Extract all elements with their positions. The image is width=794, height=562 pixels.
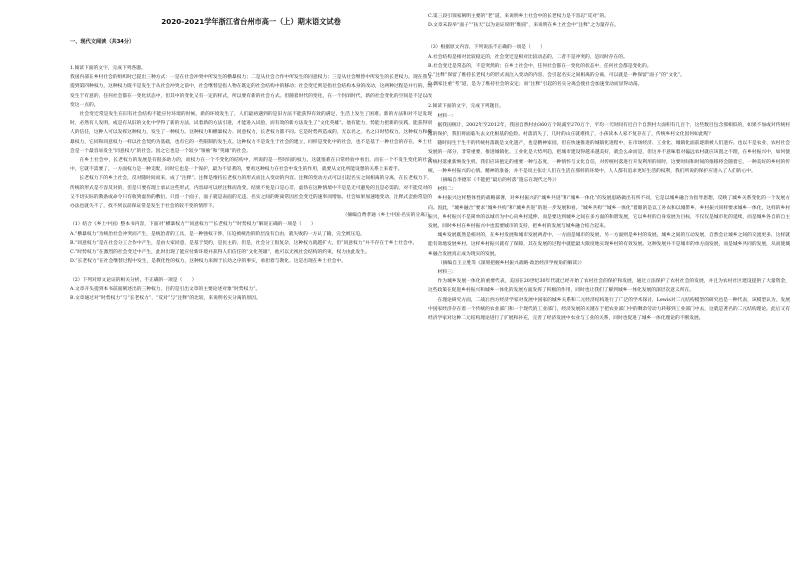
right-column-body bbox=[428, 12, 790, 323]
right-paragraph: 据我国统计，2002年至2012年，我国自然村由360万个锐减至270万个，平均一天时间有近百个自然村大面积有几百个，这些数目包含那相似的，如果不加或对传统村落的保护，我们将面临失去文化根基的危险。村落消失了，几时的山庄就难找了，小孩读本人家不复存在了，传统乡村文化因何如此呢？ bbox=[428, 122, 790, 138]
right-paragraph: 材料三： bbox=[437, 270, 457, 276]
left-paragraph: （摘编自费孝通《乡土中国·名实的分离》） bbox=[342, 213, 432, 219]
right-paragraph: （摘编自王立胜等《深刻把握乡村振兴战略·政治经济学视角的解读》） bbox=[438, 260, 585, 266]
right-paragraph: C.“注释”保留了维持长老权力的形式而注入变动的内容，会引起名实之间相离的分离，可以就是一种保留“面子”的“文化”。 bbox=[428, 73, 686, 79]
right-paragraph: A.社会结构是相对比较稳定的，社会变迁是相对比较动态的，二者不是冲突的，是同时存在的。 bbox=[428, 54, 628, 60]
right-paragraph: 材料一： bbox=[437, 113, 457, 119]
left-paragraph: （2）下列对原文论证的相关分析，不正确的一项是（ ） bbox=[70, 277, 197, 283]
left-paragraph: 我国内部在乡村社会的组织时已提出三种方式：一是在社会冲突中所发生的横暴权力；二是从社会合作中所发生的同意权力；三是从社会继替中所发生的长老权力。现在我又提到第四种权力，这种权力既不是发生于从社会冲突之前中，社会继替是指人物在既定的社会结构中的移动；社会变迁则是指社会结构本身的改动，这两种过程是并行的。而发生于有意的，任何社会都在一变化状态中，但其中的变化又有一定的样式，所以要有新的社会方式。但随着时代的变化，在一个封闭时代，新的社会变化的空间是不足以改变这一点的。 bbox=[70, 75, 432, 108]
left-column-body bbox=[70, 64, 432, 303]
left-paragraph: A.文章开头提到本书前面阐述出的三种权力，目的是引出文章的主要论述对象“时势权力”。 bbox=[70, 286, 261, 292]
right-spacer bbox=[428, 30, 790, 43]
right-paragraph: 2.阅读下面的文字，完成下列题目。 bbox=[428, 104, 504, 110]
right-column bbox=[428, 12, 790, 552]
right-paragraph: 随时间生于生不的传统村落既是文化遗产，也是精神家园，但在快速推进的城镇化进程中，在市场经济、工业化、城镇化面前逐渐被人们遗弃。也以不是农业、农村社会发展的一部分，非常重要，推进城镇化、工业化是大势所趋，把城市建设得越来越美好，就会么命而是、但这并不意味着对偏远农村就应该置之不理，在乡村振兴中，如何使传统村落重新焕发生机，我们应该抱定的重要一种与态度，一种情怀与文化自信，对传统村落进行开发利用的同时，这要时间和时间的推移将会随着它，一种美好的乡村的传统，一种乡村振兴的心情。精神的准备，并不是说主张让人们在生活在那样的环境中，人人都有追求更好生活的权利，我们所说的保护应进入了人们的心中。 bbox=[428, 141, 790, 174]
left-paragraph: D.“长老权力”在社会继替过程中发生，是教化性的权力，这种权力来源于长幼之序的事实，承担着与教化、这是出现在乡土社会中。 bbox=[70, 259, 347, 265]
right-spacer bbox=[428, 89, 790, 102]
left-paragraph: 1.阅读下面的文字，完成下列各题。 bbox=[70, 66, 146, 71]
section-heading: 一、现代文阅读（共34分） bbox=[70, 39, 135, 45]
right-paragraph: 城乡发展既然是相对的，在乡村发展和城市发展两者中，一方面是城市的发展，另一方面则是乡村的发展。城乡之间的互动发展，自然会让城乡之间的交流更多，这样就能有效地发展乡村，这样乡村振兴就有了保障，其在发展的过程中就能最大限度地实现乡村的有效发展。这种发展并不是城市的单方面发展，而是城乡共同的发展，从而使城乡融合发展真正成为现实的发展。 bbox=[428, 233, 790, 257]
right-paragraph: 作为城乡发展一体化的重要代表，美国在20世纪30年代就已经开始了农村社会的保护和发展，通过立法保护了农村社会的发展，并且为农村社区建设提供了大量资金，这些政策在促进乡村振兴和城乡一体化的发展方面发挥了积极的作用，同时也让我们了解到城乡一体化发展的深层次意义所在。 bbox=[428, 279, 790, 294]
right-paragraph: （3）根据原文内容，下列说法不正确的一项是（ ） bbox=[428, 45, 546, 51]
right-paragraph: 在理论研究方面，二战后西方经济学家对发展中国家的城乡关系和二元经济结构进行了广泛的学术探讨，Lewis对二元结构模型的研究也是一种代表，该模型认为，发展中国家经济存在着一个传统的农业部门和一个现代的工业部门，经济发展的关键在于把农业部门中的剩余劳动力转移到工业部门中去，这就是著名的二元结构理论。此后又有经济学家对这种二元结构理论进行了扩展和补充，完善了经济发展中农业与工业的关系，同时也促进了城乡一体化理论的不断发展。 bbox=[428, 297, 790, 322]
left-paragraph: B.文章通过对“时势权力”与“长老权力”、“反对”与“注释”的比较，来说明名实分离的原因。 bbox=[70, 296, 261, 302]
right-paragraph: D.偶家注重“考”道，是为了维持社会的安定；而“注释”引起的名实分离会使社会加速变动而显得动荡。 bbox=[428, 82, 643, 88]
left-spacer bbox=[70, 266, 432, 275]
right-paragraph: （摘编自李德军《不能把“最后的村落”遗忘在现代之外》） bbox=[438, 178, 560, 184]
right-paragraph: 乡村振兴这样整体性的战略部署，对乡村振兴的“城乡共进”和“城乡一体化”的发展思路做出有所不同，它是以城乡融合为指导思想，反映了城乡关系变化的一个发展方向。因此，“城乡融合”要求“城乡共构”和“城乡共进”的进一步发展和看。“城乡共构”“城乡一体化”着眼的是以工补农和以城带乡，乡村振兴同样要求城乡一体化，这样的乡村振兴，乡村振兴不是简单的以城市为中心向乡村延伸，而是要达到城乡之间在多方面的和谐发展，它以乡村的自身发展为目标，不仅仅是城市化的延续，而是城乡各自的自主发展。同时乡村在乡村振兴中也需要城市的支持，把乡村的发展与城乡融合结合起来。 bbox=[428, 196, 790, 230]
left-column bbox=[70, 38, 432, 562]
left-paragraph: （1）结合《乡土中国》整本书内容，下面对“横暴权力”“同意权力”“长老权力”“时势权力”解说正确的一项是（ ） bbox=[70, 222, 316, 228]
left-paragraph: C.“时势权力”在激烈的社会变迁中产生，此时出现了能应付新环境并获得人们信任的“文化英雄”，他可以无视社会结构的约束，权力由此发生。 bbox=[70, 250, 370, 256]
right-paragraph: C.第三段引领家阐明主要的“老”道，来说明乡土社会中的长老权力是不容忍“反对”的。 bbox=[428, 14, 609, 19]
left-paragraph: 社会变迁常是发生在旧有社会结构不能应付环境的时候。新的环境发生了，人们最初遇到的是旧方法不能获得有效的满足，生活上发生了困难。新的方法和对不足发现时，必然有人发明，或是有从旧的文化中学得了新的方法，试着新的方法引进，才能进入试验，而有效的新方法发生了“文化英雄”。他有能力，势能力把新的实践，能获得别人的信任，这种人可以发挥这种权力，发生了一种权力。这种权力和横暴权力、同意权力，长老权力都不同。它是时势所造成的，无以名之，名之曰时势权力。这种权力和横暴权力，它同和同意权力一样以社会契约为基础，也有它的一些限制的发生点。这种权力不是发生于社会的建立，同样是变化中的社会，也不是基于一种社会的存在，乡土社会是一个最容易发生“同意权力”的社会。因之它也是一个较少“领袖”和“英雄”的社会。 bbox=[70, 112, 432, 154]
exam-title: 2020-2021学年浙江省台州市高一（上）期末语文试卷 bbox=[161, 17, 341, 26]
left-paragraph: 长老权力下的乡土社会，反对随时间而来，成了“注释”。注释是维持长老权力的形式而注入变动的内容。注释的变动方式可以引起名实之间相离的分离，在长老权力下，传统的形式是不容反对的，但是只要有理上承认这些形式，内容却可以经注释而改变。结果不免是口是心非，虚伪在这种情境中不是是无可避免的且是必需的。对不能反对的又不切实际的教条或命令只有收到虚伪的敷衍，只留一个面子，面子就是表面的无违，名实之间的距离常因社会变迁的速率而增加。社会如果加速地变动，注释式歪曲常是的办法也就失不了，找不到以前保证常是发生于社会的较不变的情形下。 bbox=[70, 176, 432, 210]
left-paragraph: 在乡土社会中，长老权力的发展是有很多助力的，而权力在一个不变化的结构中，所说的是一些时间的权力。这就很难在日常经验中看出，而在一个不发生变化的社会中，它就不需要了，一方面权力是一种支配，同时它也是一个保护，最为不显著的，要看这种权力在社会中发生的作用，就要从文化所能设想的关系上来着手。 bbox=[70, 158, 432, 173]
right-paragraph: B.社会变迁是常态的，不是突然的；在乡土社会中，任何社会都在一变化的状态中，任何社会都是变化的。 bbox=[428, 63, 652, 69]
right-paragraph: D.文章末段举“面子”“扶天”以为论证说明“维圆”，来说明在乡土社会中“注释”之为量存在。 bbox=[428, 23, 619, 29]
right-paragraph: 材料二： bbox=[437, 187, 457, 193]
left-paragraph: B.“同意权力”是在社会分工合作中产生，是由大家同意，是基于契约，是民主的。但是，社会分工很复杂，这种权力就越扩大，但“同意权力”并不存在于乡土社会中。 bbox=[70, 240, 418, 246]
left-paragraph: A.“横暴权力”为统治社会冲突而产生，是统治者的工具，是一种強权干涉，压迫被统治的阶层没有自由，就失败的一方认了输，完全被压迫。 bbox=[70, 231, 365, 237]
